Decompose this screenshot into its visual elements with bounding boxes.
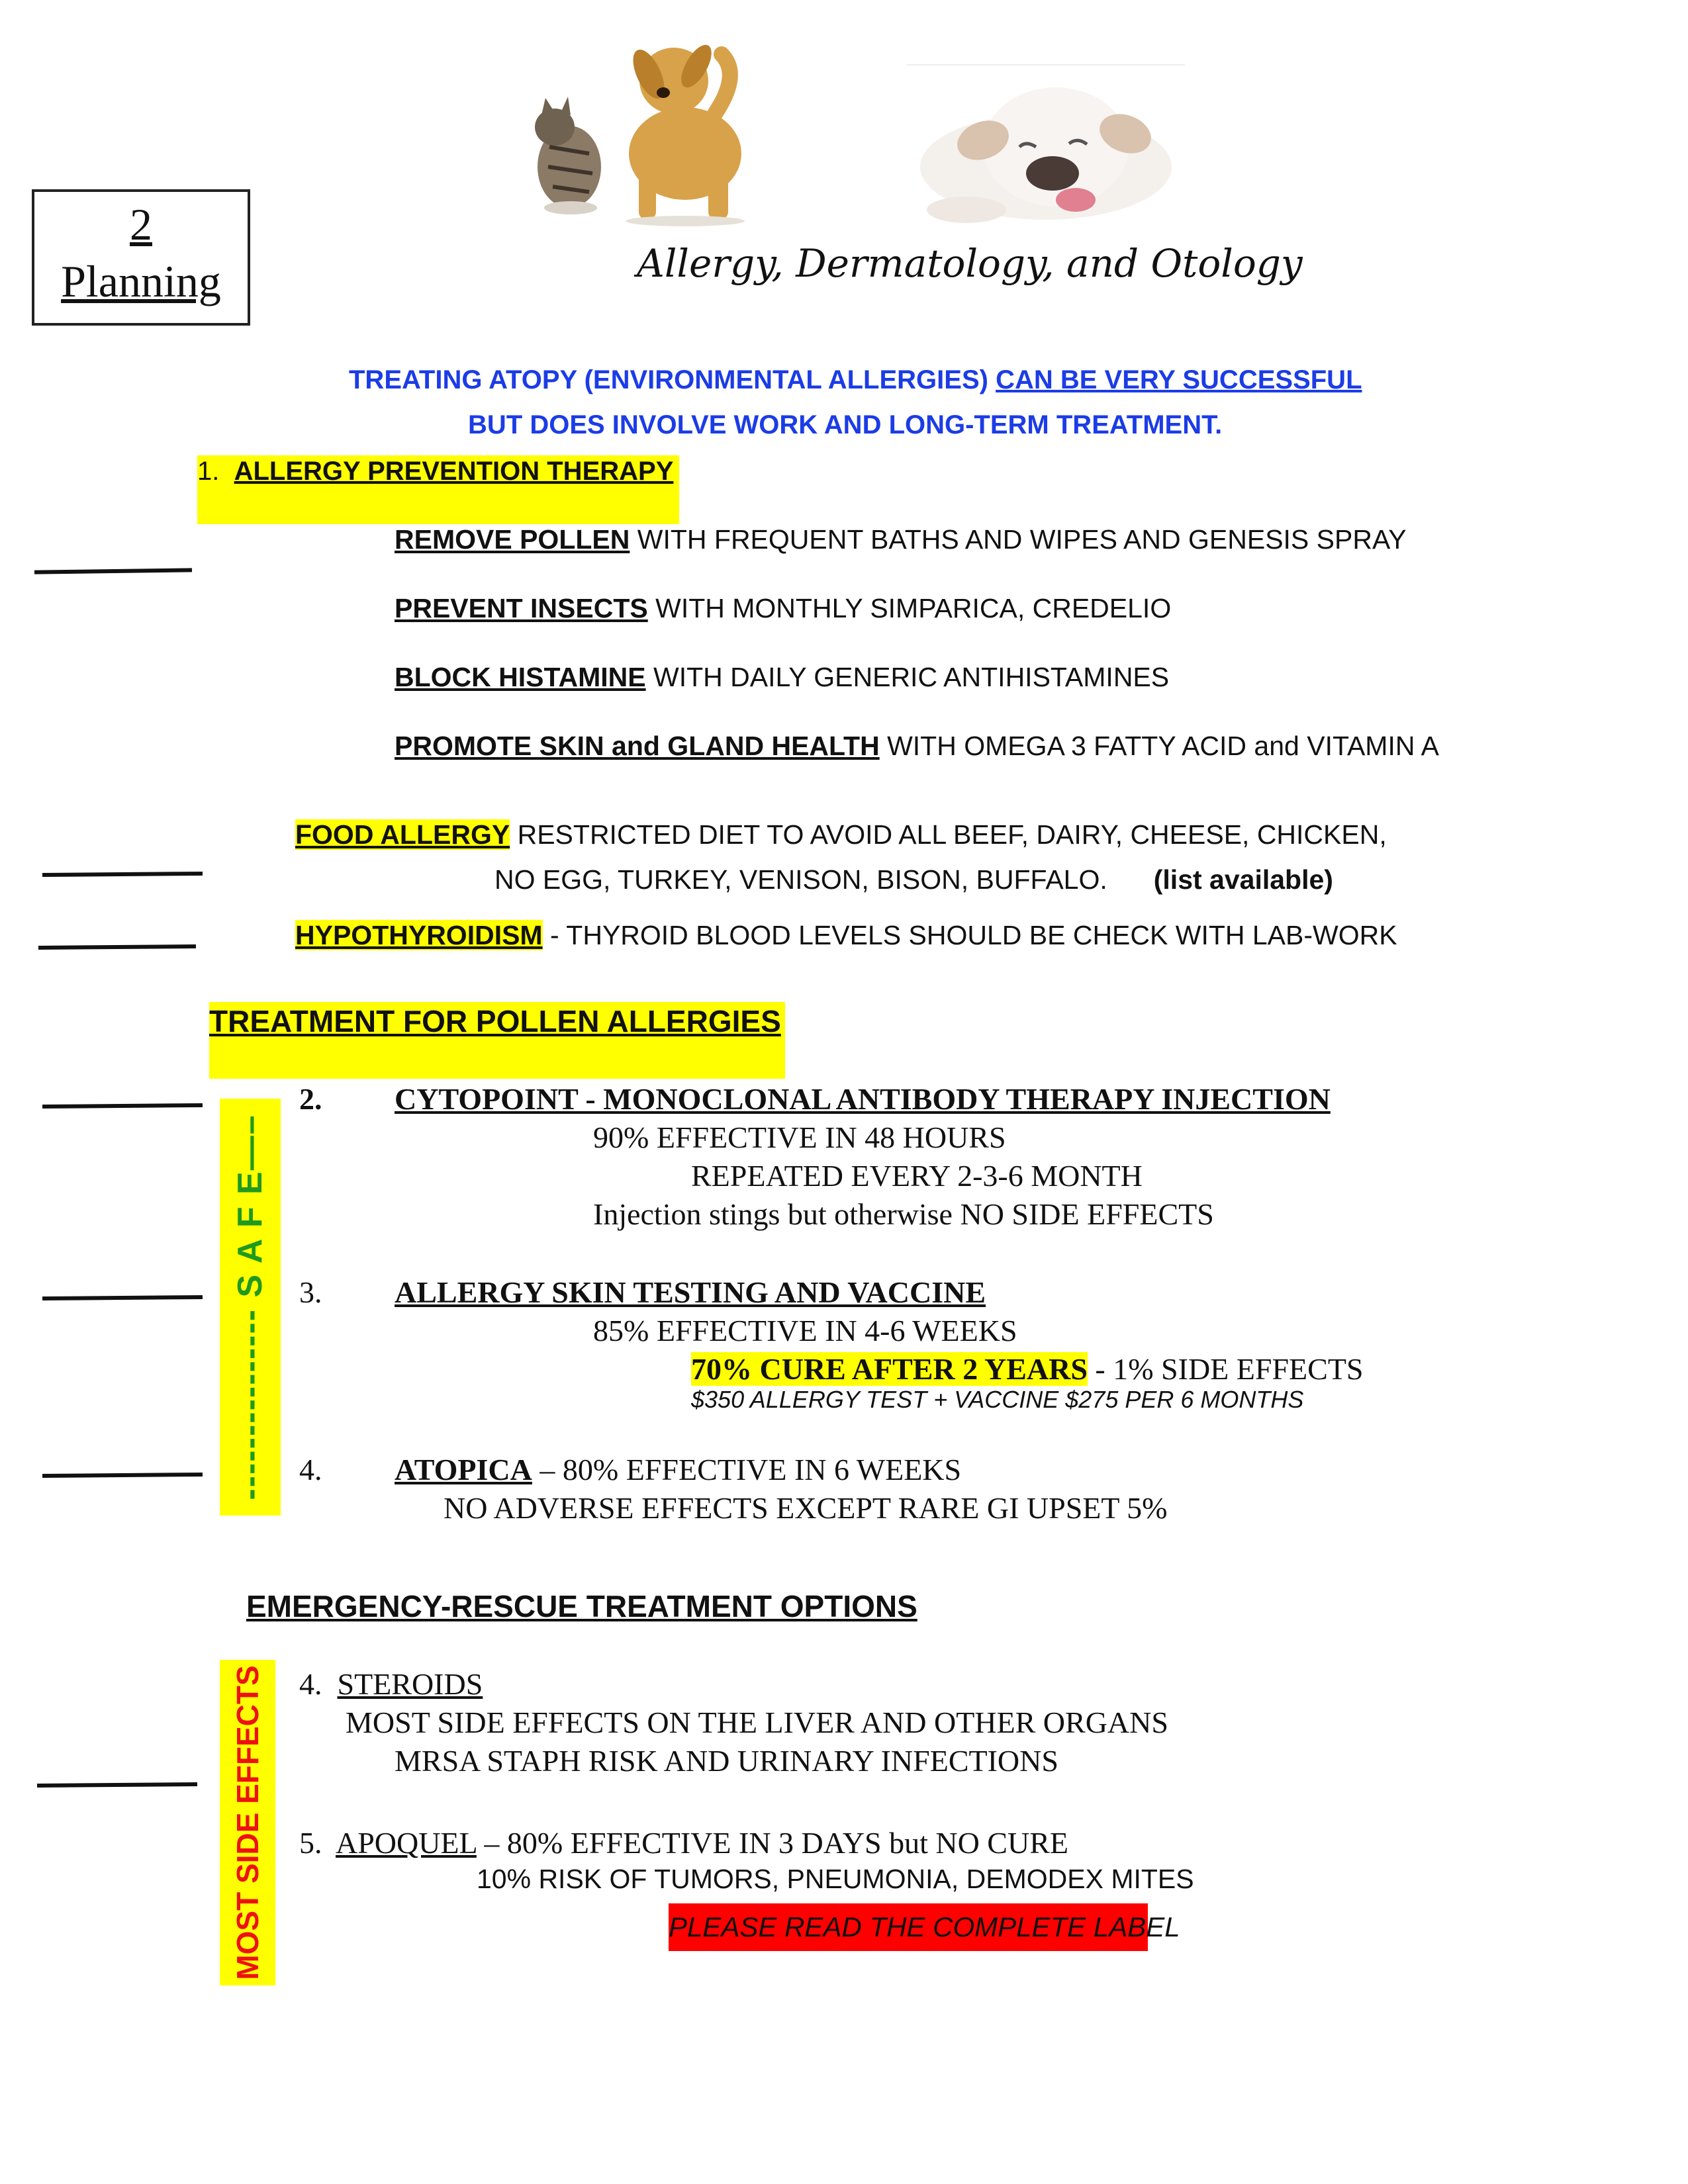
food-allergy-line-2 xyxy=(494,864,1333,895)
checkbox-line[interactable] xyxy=(34,568,192,574)
safe-label: --------------- S A F E—– xyxy=(231,1114,269,1500)
treatment-number: 3. xyxy=(299,1275,322,1309)
prevention-title: ALLERGY PREVENTION THERAPY xyxy=(234,457,674,486)
cytopoint-line: Injection stings but otherwise NO SIDE EFFECTS xyxy=(593,1197,1214,1231)
skin-testing-cure-line xyxy=(691,1351,1364,1387)
atopica-detail: NO ADVERSE EFFECTS EXCEPT RARE GI UPSET 5% xyxy=(444,1491,1168,1525)
prevention-number: 1. xyxy=(197,457,220,486)
prevention-item xyxy=(395,524,1407,555)
warning-banner: PLEASE READ THE COMPLETE LABEL xyxy=(669,1903,1148,1951)
atopica-rest: – 80% EFFECTIVE IN 6 WEEKS xyxy=(532,1453,962,1486)
food-allergy-list: NO EGG, TURKEY, VENISON, BISON, BUFFALO. xyxy=(494,864,1107,895)
food-allergy-note: (list available) xyxy=(1153,864,1333,895)
food-allergy-text: RESTRICTED DIET TO AVOID ALL BEEF, DAIRY, CHEESE, CHICKEN, xyxy=(510,819,1387,850)
rescue-number: 5. xyxy=(299,1826,322,1860)
rescue-item-line xyxy=(299,1666,483,1702)
prevention-item xyxy=(395,731,1439,762)
treatment-number: 4. xyxy=(299,1453,322,1486)
steroids-line: MOST SIDE EFFECTS ON THE LIVER AND OTHER ORGANS xyxy=(346,1706,1168,1739)
side-effects-sidebar xyxy=(220,1660,275,1985)
intro-line-2: BUT DOES INVOLVE WORK AND LONG-TERM TREATMENT. xyxy=(468,410,1223,439)
apoquel-detail: 10% RISK OF TUMORS, PNEUMONIA, DEMODEX MITES xyxy=(477,1864,1194,1894)
intro-emphasis: CAN BE VERY SUCCESSFUL xyxy=(996,365,1362,394)
prevention-item xyxy=(395,593,1171,624)
intro-text: TREATING ATOPY (ENVIRONMENTAL ALLERGIES) xyxy=(349,365,996,394)
item-text: WITH FREQUENT BATHS AND WIPES AND GENESIS SPRAY xyxy=(630,524,1407,555)
food-allergy-line-1 xyxy=(295,819,1387,850)
hypothyroidism-text: - THYROID BLOOD LEVELS SHOULD BE CHECK WITH LAB-WORK xyxy=(542,920,1397,950)
checkbox-line[interactable] xyxy=(37,1782,197,1788)
apoquel-title: APOQUEL xyxy=(335,1826,477,1860)
checkbox-line[interactable] xyxy=(38,944,196,950)
checkbox-line[interactable] xyxy=(42,872,203,877)
steroids-line: MRSA STAPH RISK AND URINARY INFECTIONS xyxy=(395,1744,1058,1778)
emergency-heading: EMERGENCY-RESCUE TREATMENT OPTIONS xyxy=(246,1589,917,1623)
cytopoint-title: CYTOPOINT - MONOCLONAL ANTIBODY THERAPY INJECTION xyxy=(395,1082,1331,1116)
item-key: PROMOTE SKIN and GLAND HEALTH xyxy=(395,731,880,761)
steroids-title: STEROIDS xyxy=(337,1667,483,1701)
cure-rate: 70% CURE AFTER 2 YEARS xyxy=(691,1352,1088,1386)
apoquel-rest: – 80% EFFECTIVE IN 3 DAYS but NO CURE xyxy=(476,1826,1068,1860)
pollen-treatment-heading: TREATMENT FOR POLLEN ALLERGIES xyxy=(209,1004,781,1038)
checkbox-line[interactable] xyxy=(42,1295,203,1300)
checkbox-line[interactable] xyxy=(42,1103,203,1109)
item-text: WITH MONTHLY SIMPARICA, CREDELIO xyxy=(647,593,1172,623)
bulldog-illustration xyxy=(907,61,1185,226)
cytopoint-line: REPEATED EVERY 2-3-6 MONTH xyxy=(691,1159,1143,1193)
rescue-item-line xyxy=(299,1825,1068,1860)
item-text: WITH DAILY GENERIC ANTIHISTAMINES xyxy=(645,662,1170,692)
cure-rest: - 1% SIDE EFFECTS xyxy=(1087,1352,1364,1386)
item-text: WITH OMEGA 3 FATTY ACID and VITAMIN A xyxy=(879,731,1439,761)
skin-testing-title: ALLERGY SKIN TESTING AND VACCINE xyxy=(395,1275,986,1309)
food-allergy-key: FOOD ALLERGY xyxy=(295,819,510,850)
prevention-heading xyxy=(197,457,673,486)
skin-testing-cost: $350 ALLERGY TEST + VACCINE $275 PER 6 MONTHS xyxy=(691,1386,1304,1413)
document-title: Allergy, Dermatology, and Otology xyxy=(637,241,1303,286)
rescue-number: 4. xyxy=(299,1667,322,1701)
section-number-box xyxy=(32,189,250,326)
item-key: REMOVE POLLEN xyxy=(395,524,630,555)
section-number: 2 xyxy=(130,199,152,250)
item-key: BLOCK HISTAMINE xyxy=(395,662,646,692)
skin-testing-line: 85% EFFECTIVE IN 4-6 WEEKS xyxy=(593,1314,1017,1347)
atopica-line xyxy=(395,1452,961,1487)
kitten-puppy-illustration xyxy=(523,34,774,226)
item-key: PREVENT INSECTS xyxy=(395,593,648,623)
intro-line-1 xyxy=(349,365,1362,395)
safe-sidebar xyxy=(220,1099,281,1516)
atopica-title: ATOPICA xyxy=(395,1453,532,1486)
section-name: Planning xyxy=(61,256,221,306)
checkbox-line[interactable] xyxy=(42,1473,203,1478)
hypothyroidism-key: HYPOTHYROIDISM xyxy=(295,920,543,950)
prevention-item xyxy=(395,662,1169,693)
side-effects-label: MOST SIDE EFFECTS xyxy=(230,1665,265,1980)
cytopoint-line: 90% EFFECTIVE IN 48 HOURS xyxy=(593,1120,1006,1154)
hypothyroidism-line xyxy=(295,920,1397,951)
treatment-number: 2. xyxy=(299,1082,322,1116)
